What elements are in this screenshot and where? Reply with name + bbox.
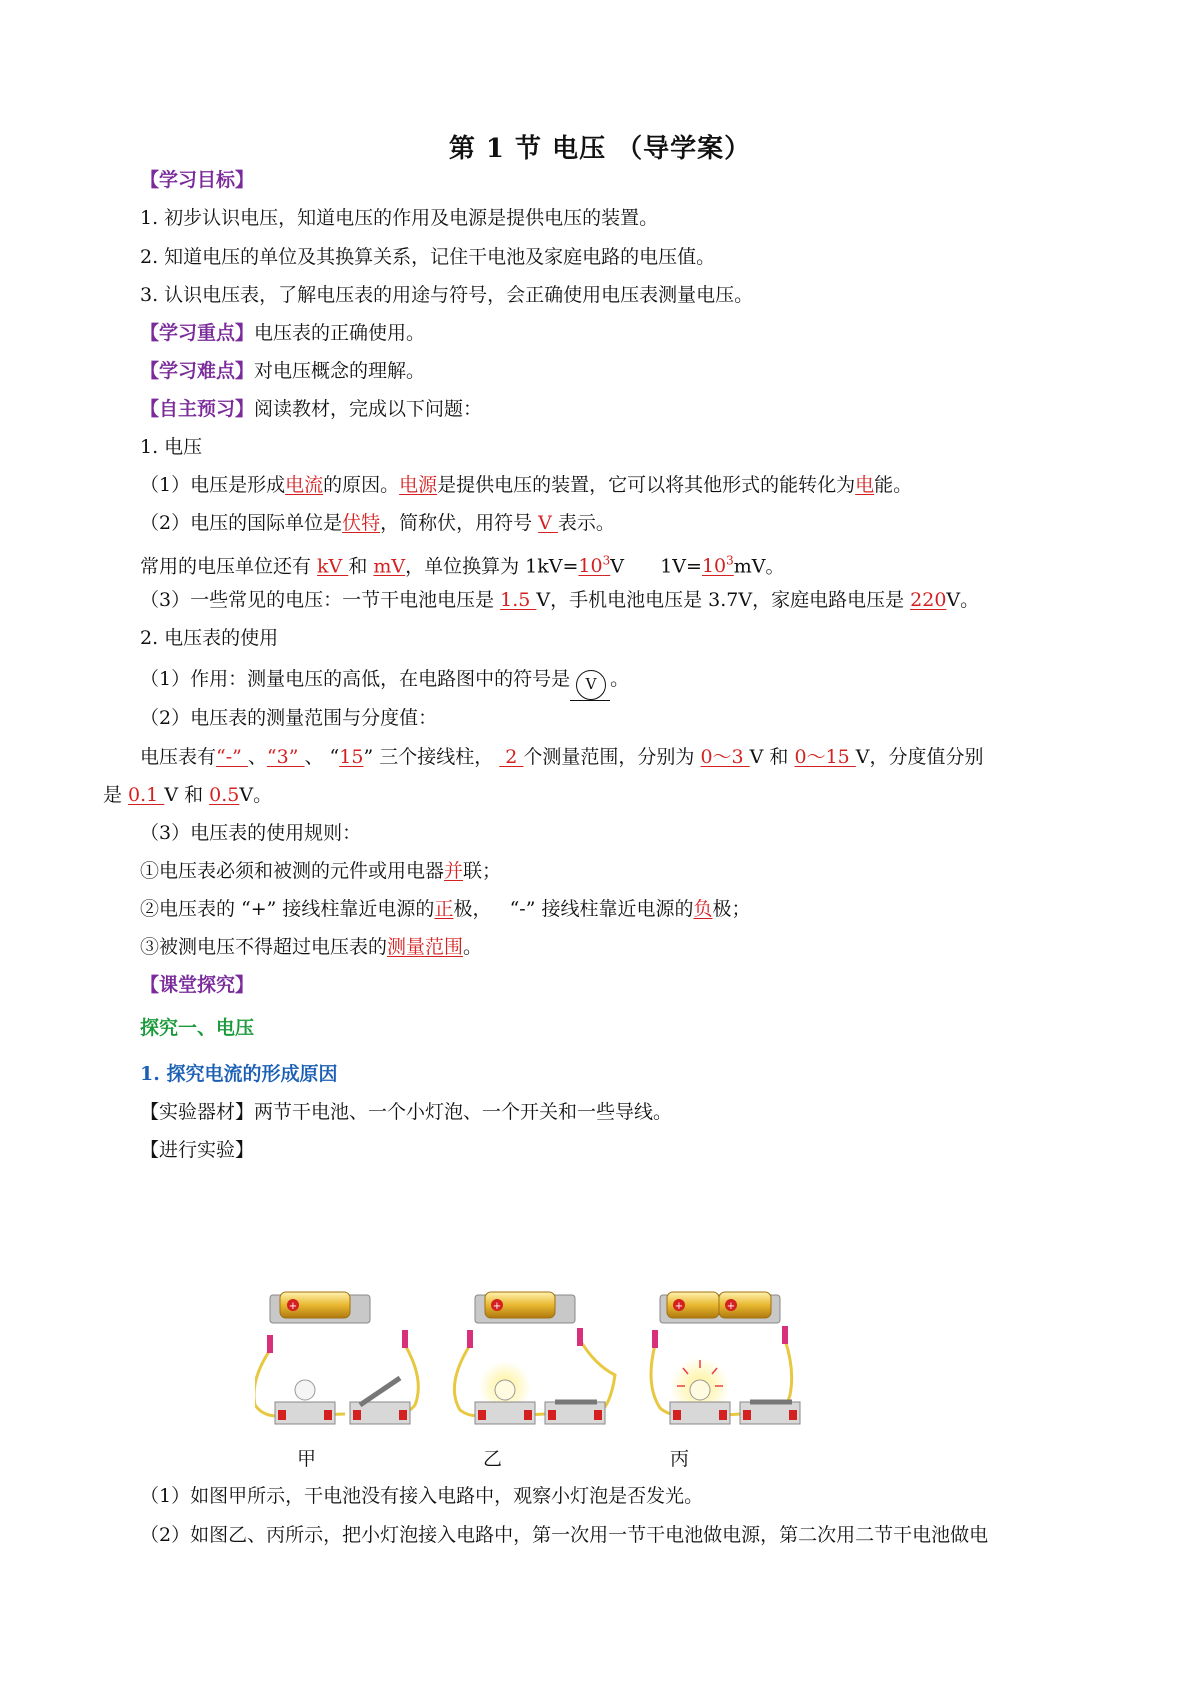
answer: 伏特: [342, 512, 381, 534]
rule-2: ②电压表的 “+” 接线柱靠近电源的正极， “-” 接线柱靠近电源的负极；: [140, 898, 751, 920]
meter-rules-heading: （3）电压表的使用规则：: [140, 822, 362, 844]
preview-heading: 【自主预习】阅读教材，完成以下问题：: [140, 398, 483, 420]
answer: $10^3$: [701, 554, 734, 578]
answer: 1.5: [500, 589, 537, 611]
meter-range-heading: （2）电压表的测量范围与分度值：: [140, 707, 438, 729]
answer: kV: [317, 555, 349, 578]
answer: 0.1: [128, 784, 165, 806]
figure-caption-yi: 乙: [483, 1448, 503, 1470]
question-2: （2）电压的国际单位是伏特，简称伏，用符号 V 表示。: [140, 512, 615, 534]
svg-text:+: +: [288, 1301, 298, 1312]
figure-caption-bing: 丙: [670, 1448, 690, 1470]
answer: 0～3: [700, 746, 750, 768]
answer: 正: [434, 898, 454, 920]
inquiry-subheading: 1. 探究电流的形成原因: [140, 1063, 338, 1085]
circuit-figure-yi: [454, 1292, 615, 1424]
difficulty: 【学习难点】对电压概念的理解。: [140, 360, 426, 382]
answer: $10^3$: [578, 554, 611, 578]
voltmeter-icon: V: [576, 670, 606, 700]
procedure-1: （1）如图甲所示，干电池没有接入电路中，观察小灯泡是否发光。: [140, 1485, 704, 1507]
answer: “-”: [216, 746, 248, 768]
answer: 负: [693, 898, 713, 920]
question-2-units: 常用的电压单位还有 kV 和 mV，单位换算为 $1kV=10^3V$ $1V=10^3mV$。: [140, 554, 785, 578]
answer: 220: [910, 589, 947, 611]
inquiry-section-heading: 探究一、电压: [140, 1017, 255, 1039]
objectives-heading: 【学习目标】: [140, 169, 255, 191]
answer: V: [538, 512, 558, 534]
procedure-2: （2）如图乙、丙所示，把小灯泡接入电路中，第一次用一节干电池做电源，第二次用二节干电池做电: [140, 1524, 989, 1546]
voltmeter-symbol-blank: [570, 666, 610, 701]
answer: 15: [339, 746, 364, 768]
section-heading: 1. 电压: [140, 436, 203, 458]
meter-division-line: 是 0.1 V 和 0.5V。: [103, 784, 273, 806]
objective-item: 3. 认识电压表，了解电压表的用途与符号，会正确使用电压表测量电压。: [140, 284, 754, 306]
answer: 测量范围: [387, 936, 464, 958]
answer: 并: [444, 860, 464, 882]
meter-range-line: 电压表有“-” 、“3” 、 “15” 三个接线柱， 2 个测量范围，分别为 0～3 V 和 0～15 V，分度值分别: [140, 746, 984, 768]
objective-item: 2. 知道电压的单位及其换算关系，记住干电池及家庭电路的电压值。: [140, 246, 716, 268]
svg-text:+: +: [726, 1301, 736, 1312]
classroom-heading: 【课堂探究】: [140, 974, 255, 996]
objective-item: 1. 初步认识电压，知道电压的作用及电源是提供电压的装置。: [140, 207, 659, 229]
answer: 电流: [285, 474, 324, 496]
question-1: （1）电压是形成电流的原因。电源是提供电压的装置，它可以将其他形式的能转化为电能。: [140, 474, 913, 496]
answer: 0.5: [209, 784, 240, 806]
answer: 0～15: [794, 746, 856, 768]
rule-1: ①电压表必须和被测的元件或用电器并联；: [140, 860, 502, 882]
materials: 【实验器材】两节干电池、一个小灯泡、一个开关和一些导线。: [140, 1101, 673, 1123]
page-title: 第 1 节 电压 （导学案）: [448, 134, 752, 164]
circuit-figures: [255, 1290, 875, 1430]
meter-function: （1）作用：测量电压的高低，在电路图中的符号是 V 。: [140, 666, 629, 701]
svg-text:+: +: [674, 1301, 684, 1312]
answer: 2: [499, 746, 524, 768]
answer: “3”: [266, 746, 305, 768]
rule-3: ③被测电压不得超过电压表的测量范围。: [140, 936, 483, 958]
section-heading: 2. 电压表的使用: [140, 627, 279, 649]
experiment-heading: 【进行实验】: [140, 1139, 255, 1161]
svg-text:+: +: [492, 1301, 502, 1312]
circuit-figure-bing: [651, 1292, 800, 1424]
key-point: 【学习重点】电压表的正确使用。: [140, 322, 426, 344]
figure-caption-jia: 甲: [297, 1448, 317, 1470]
answer: 电源: [399, 474, 438, 496]
answer: mV: [373, 555, 406, 578]
answer: 电: [855, 474, 875, 496]
question-3: （3）一些常见的电压：一节干电池电压是 1.5 V，手机电池电压是 3.7V，家庭电路电压是 220V。: [140, 589, 980, 611]
circuit-figure-jia: [255, 1292, 418, 1424]
